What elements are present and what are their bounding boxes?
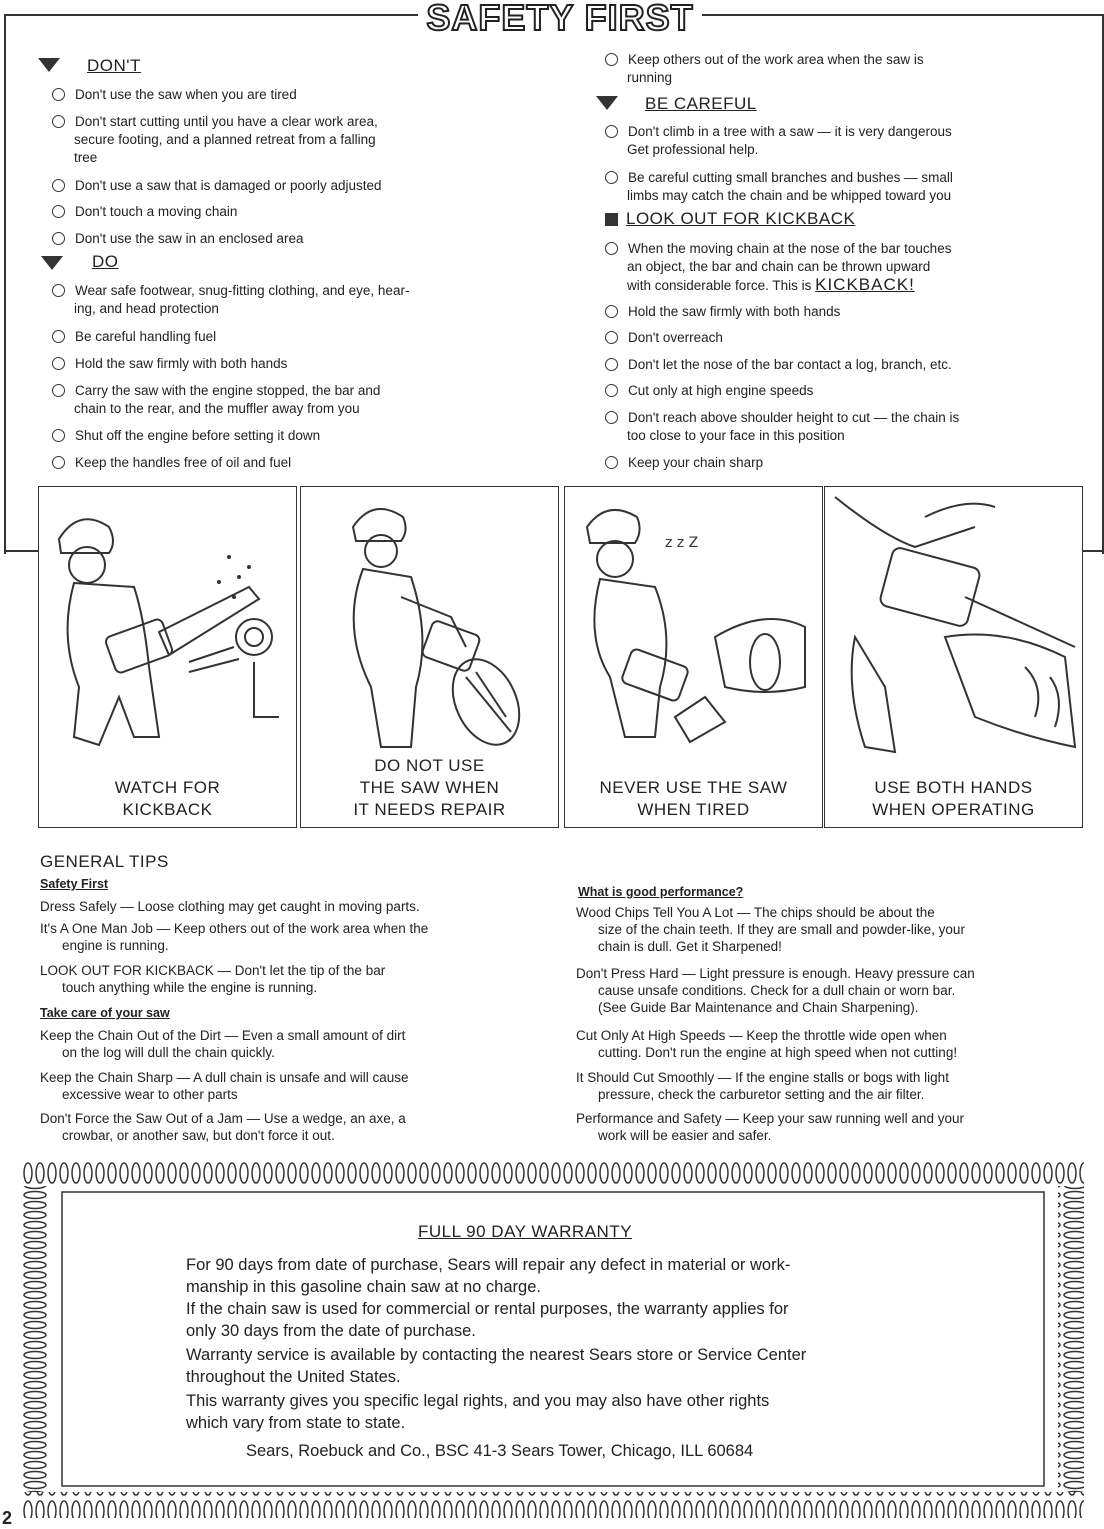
tip-text: touch anything while the engine is running. bbox=[62, 980, 318, 995]
circle-bullet-icon bbox=[605, 358, 618, 371]
panel-both-hands bbox=[824, 486, 1083, 828]
circle-bullet-icon bbox=[52, 88, 65, 101]
careful-heading: BE CAREFUL bbox=[645, 94, 757, 113]
warranty-line: throughout the United States. bbox=[186, 1368, 401, 1386]
tip-text: pressure, check the carburetor setting and the air filter. bbox=[598, 1087, 925, 1102]
warranty-paragraph bbox=[186, 1344, 946, 1388]
warning-triangle-icon bbox=[38, 58, 60, 72]
panel-when-tired bbox=[564, 486, 823, 828]
list-item bbox=[52, 203, 512, 221]
tip-text: on the log will dull the chain quickly. bbox=[62, 1045, 275, 1060]
tip-text: (See Guide Bar Maintenance and Chain Sharpening). bbox=[598, 1000, 919, 1015]
tip-text: size of the chain teeth. If they are small and powder-like, your bbox=[598, 922, 965, 937]
warranty-address: Sears, Roebuck and Co., BSC 41-3 Sears Tower, Chicago, ILL 60684 bbox=[246, 1442, 754, 1460]
list-item bbox=[605, 382, 1065, 400]
warranty-line: Warranty service is available by contacting the nearest Sears store or Service Center bbox=[186, 1346, 807, 1364]
tip-item bbox=[40, 962, 536, 996]
kickback-line-3: with considerable force. This is bbox=[627, 278, 812, 293]
tip-item bbox=[40, 920, 536, 954]
circle-bullet-icon bbox=[52, 330, 65, 343]
list-item bbox=[605, 329, 1065, 347]
list-item-text: Don't climb in a tree with a saw — it is very dangerous bbox=[628, 124, 952, 139]
general-tips-heading: GENERAL TIPS bbox=[40, 852, 169, 871]
circle-bullet-icon bbox=[605, 331, 618, 344]
panel-caption-line: THE SAW WHEN bbox=[359, 778, 500, 797]
tip-text: It Should Cut Smoothly — If the engine stalls or bogs with light bbox=[576, 1070, 949, 1085]
list-item bbox=[605, 303, 1065, 321]
list-item-text: chain to the rear, and the muffler away from you bbox=[74, 401, 360, 416]
circle-bullet-icon bbox=[52, 205, 65, 218]
list-item bbox=[605, 123, 1065, 159]
list-item-text: Get professional help. bbox=[627, 142, 759, 157]
list-item-text: Don't use the saw when you are tired bbox=[75, 87, 297, 102]
kickback-first-item bbox=[605, 240, 1065, 295]
tip-item bbox=[576, 904, 1072, 955]
panel-needs-repair bbox=[300, 486, 559, 828]
list-item bbox=[605, 409, 1065, 445]
repair-illustration bbox=[301, 487, 558, 757]
list-item bbox=[52, 177, 512, 195]
panel-caption bbox=[301, 755, 558, 821]
list-item-text: Keep others out of the work area when the saw is bbox=[628, 52, 924, 67]
performance-subheading: What is good performance? bbox=[578, 885, 744, 899]
tip-item bbox=[576, 965, 1072, 1016]
circle-bullet-icon bbox=[605, 53, 618, 66]
tip-text: cutting. Don't run the engine at high speed when not cutting! bbox=[598, 1045, 958, 1060]
kickback-heading: LOOK OUT FOR KICKBACK bbox=[626, 209, 856, 228]
warranty-line: only 30 days from the date of purchase. bbox=[186, 1322, 476, 1340]
kickback-illustration bbox=[39, 487, 296, 757]
tip-text: engine is running. bbox=[62, 938, 169, 953]
tip-text: crowbar, or another saw, but don't force it out. bbox=[62, 1128, 335, 1143]
list-item bbox=[52, 113, 512, 167]
panel-watch-kickback bbox=[38, 486, 297, 828]
list-item-text: Keep the handles free of oil and fuel bbox=[75, 455, 292, 470]
dont-heading: DON'T bbox=[87, 56, 141, 75]
tip-text: LOOK OUT FOR KICKBACK — Don't let the tip of the bar bbox=[40, 963, 386, 978]
warranty-line: which vary from state to state. bbox=[186, 1414, 406, 1432]
kickback-line-1: When the moving chain at the nose of the bar touches bbox=[628, 241, 952, 256]
list-item-text: Keep your chain sharp bbox=[628, 455, 764, 470]
list-item bbox=[52, 282, 512, 318]
list-item-text: Don't start cutting until you have a clear work area, bbox=[75, 114, 378, 129]
list-item bbox=[605, 356, 1065, 374]
circle-bullet-icon bbox=[605, 456, 618, 469]
list-item bbox=[52, 355, 512, 373]
circle-bullet-icon bbox=[605, 305, 618, 318]
list-item-text: Be careful handling fuel bbox=[75, 329, 217, 344]
circle-bullet-icon bbox=[52, 232, 65, 245]
take-care-subheading: Take care of your saw bbox=[40, 1006, 170, 1020]
tip-text: Keep the Chain Out of the Dirt — Even a small amount of dirt bbox=[40, 1028, 406, 1043]
circle-bullet-icon bbox=[52, 284, 65, 297]
page-title: SAFETY FIRST bbox=[418, 0, 702, 36]
panel-caption-line: IT NEEDS REPAIR bbox=[353, 800, 506, 819]
warranty-paragraph bbox=[186, 1254, 946, 1298]
circle-bullet-icon bbox=[605, 411, 618, 424]
warranty-paragraph bbox=[186, 1390, 946, 1434]
warranty-title: FULL 90 DAY WARRANTY bbox=[418, 1222, 633, 1241]
tip-item bbox=[576, 1069, 1072, 1103]
tip-item bbox=[40, 1069, 536, 1103]
circle-bullet-icon bbox=[52, 179, 65, 192]
list-item bbox=[52, 382, 512, 418]
list-item-text: Don't use a saw that is damaged or poorly adjusted bbox=[75, 178, 382, 193]
panel-caption-line: USE BOTH HANDS bbox=[874, 778, 1033, 797]
tip-item bbox=[40, 1110, 536, 1144]
circle-bullet-icon bbox=[52, 429, 65, 442]
page-number: 2 bbox=[2, 1508, 13, 1528]
tip-text: chain is dull. Get it Sharpened! bbox=[598, 939, 782, 954]
tip-text: Cut Only At High Speeds — Keep the throttle wide open when bbox=[576, 1028, 947, 1043]
list-item-text: too close to your face in this position bbox=[627, 428, 845, 443]
list-item bbox=[605, 169, 1065, 205]
panel-caption-line: WHEN OPERATING bbox=[872, 800, 1035, 819]
list-item bbox=[605, 51, 1065, 87]
list-item-text: Don't use the saw in an enclosed area bbox=[75, 231, 304, 246]
tip-text: work will be easier and safer. bbox=[598, 1128, 772, 1143]
tip-text: Performance and Safety — Keep your saw running well and your bbox=[576, 1111, 964, 1126]
list-item bbox=[52, 86, 512, 104]
list-item-text: secure footing, and a planned retreat from a falling bbox=[74, 132, 376, 147]
list-item-text: Be careful cutting small branches and bushes — small bbox=[628, 170, 953, 185]
list-item-text: Don't touch a moving chain bbox=[75, 204, 238, 219]
tip-text: Keep the Chain Sharp — A dull chain is unsafe and will cause bbox=[40, 1070, 409, 1085]
tip-item bbox=[40, 1027, 536, 1061]
list-item-text: Hold the saw firmly with both hands bbox=[628, 304, 841, 319]
warning-triangle-icon bbox=[41, 256, 63, 270]
panel-caption-line: KICKBACK bbox=[122, 800, 213, 819]
do-heading: DO bbox=[92, 252, 119, 271]
list-item-text: running bbox=[627, 70, 673, 85]
warranty-line: manship in this gasoline chain saw at no charge. bbox=[186, 1278, 541, 1296]
panel-caption bbox=[825, 777, 1082, 821]
panel-caption-line: DO NOT USE bbox=[374, 756, 485, 775]
tip-item bbox=[40, 898, 536, 915]
list-item bbox=[52, 427, 512, 445]
list-item-text: tree bbox=[74, 150, 98, 165]
list-item-text: Hold the saw firmly with both hands bbox=[75, 356, 288, 371]
frame-edge-left bbox=[4, 550, 38, 552]
safety-first-subheading: Safety First bbox=[40, 877, 109, 891]
tired-illustration bbox=[565, 487, 822, 757]
zzz-icon: z z Z bbox=[665, 535, 699, 551]
warranty-paragraph bbox=[186, 1298, 946, 1342]
panel-caption-line: WATCH FOR bbox=[114, 778, 221, 797]
list-item-text: limbs may catch the chain and be whipped toward you bbox=[627, 188, 952, 203]
tip-item bbox=[576, 1110, 1072, 1144]
kickback-line-2: an object, the bar and chain can be thrown upward bbox=[627, 259, 931, 274]
panel-caption bbox=[565, 777, 822, 821]
list-item-text: Shut off the engine before setting it down bbox=[75, 428, 321, 443]
tip-text: Don't Press Hard — Light pressure is enough. Heavy pressure can bbox=[576, 966, 975, 981]
warranty-line: For 90 days from date of purchase, Sears will repair any defect in material or work- bbox=[186, 1256, 791, 1274]
warning-triangle-icon bbox=[596, 96, 618, 110]
list-item bbox=[605, 454, 1065, 472]
both-hands-illustration bbox=[825, 487, 1082, 757]
tip-text: Dress Safely — Loose clothing may get caught in moving parts. bbox=[40, 899, 420, 914]
list-item bbox=[52, 454, 512, 472]
list-item-text: Don't reach above shoulder height to cut — the chain is bbox=[628, 410, 960, 425]
tip-text: excessive wear to other parts bbox=[62, 1087, 238, 1102]
list-item-text: Cut only at high engine speeds bbox=[628, 383, 814, 398]
list-item-text: Don't overreach bbox=[628, 330, 723, 345]
circle-bullet-icon bbox=[52, 357, 65, 370]
list-item-text: Don't let the nose of the bar contact a log, branch, etc. bbox=[628, 357, 952, 372]
circle-bullet-icon bbox=[52, 115, 65, 128]
tip-text: Don't Force the Saw Out of a Jam — Use a wedge, an axe, a bbox=[40, 1111, 406, 1126]
circle-bullet-icon bbox=[605, 125, 618, 138]
panel-caption-line: WHEN TIRED bbox=[637, 800, 750, 819]
circle-bullet-icon bbox=[605, 384, 618, 397]
circle-bullet-icon bbox=[52, 384, 65, 397]
circle-bullet-icon bbox=[605, 171, 618, 184]
circle-bullet-icon bbox=[52, 456, 65, 469]
list-item bbox=[52, 328, 512, 346]
tip-text: cause unsafe conditions. Check for a dull chain or worn bar. bbox=[598, 983, 956, 998]
panel-caption-line: NEVER USE THE SAW bbox=[599, 778, 788, 797]
warranty-line: If the chain saw is used for commercial or rental purposes, the warranty applies for bbox=[186, 1300, 789, 1318]
warranty-line: This warranty gives you specific legal rights, and you may also have other rights bbox=[186, 1392, 770, 1410]
list-item-text: ing, and head protection bbox=[74, 301, 219, 316]
panel-caption bbox=[39, 777, 296, 821]
kickback-word: KICKBACK! bbox=[815, 275, 915, 294]
tip-text: Wood Chips Tell You A Lot — The chips should be about the bbox=[576, 905, 935, 920]
square-bullet-icon bbox=[605, 213, 618, 226]
list-item bbox=[52, 230, 512, 248]
list-item-text: Carry the saw with the engine stopped, the bar and bbox=[75, 383, 381, 398]
tip-text: It's A One Man Job — Keep others out of the work area when the bbox=[40, 921, 429, 936]
circle-bullet-icon bbox=[605, 242, 618, 255]
list-item-text: Wear safe footwear, snug-fitting clothing, and eye, hear- bbox=[75, 283, 410, 298]
tip-item bbox=[576, 1027, 1072, 1061]
